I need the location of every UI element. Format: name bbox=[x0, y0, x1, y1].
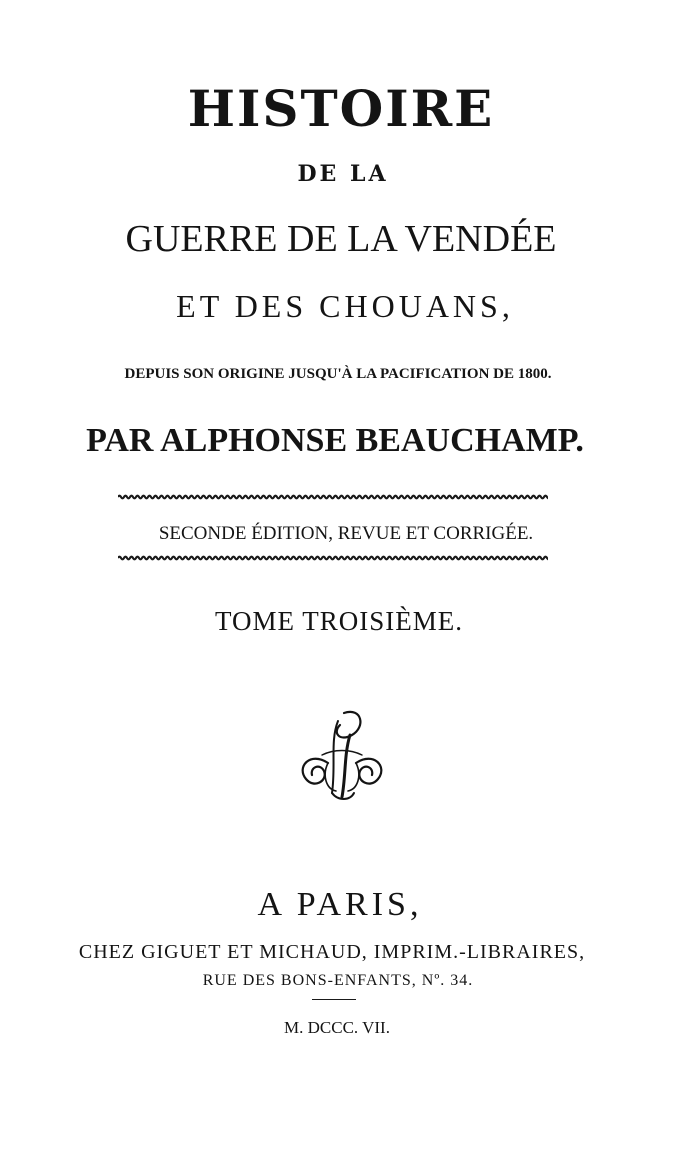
imprint-date: M. DCCC. VII. bbox=[284, 1018, 390, 1037]
wavy-rule-bottom bbox=[118, 554, 548, 562]
subtitle: DEPUIS SON ORIGINE JUSQU'À LA PACIFICATION DE 1800. bbox=[124, 366, 552, 382]
volume-label: TOME TROISIÈME. bbox=[214, 606, 463, 636]
printer-monogram-icon bbox=[292, 705, 392, 805]
wavy-rule-top bbox=[118, 493, 548, 501]
title-guerre-de-la-vendee: GUERRE DE LA VENDÉE bbox=[125, 218, 557, 260]
title-et-des-chouans: ET DES CHOUANS, bbox=[176, 288, 514, 324]
short-rule bbox=[312, 999, 356, 1000]
imprint-address: RUE DES BONS-ENFANTS, Nº. 34. bbox=[202, 972, 474, 989]
imprint-publisher: CHEZ GIGUET ET MICHAUD, IMPRIM.-LIBRAIRES, bbox=[78, 941, 586, 963]
edition-statement: SECONDE ÉDITION, REVUE ET CORRIGÉE. bbox=[158, 523, 534, 544]
imprint-city: A PARIS, bbox=[257, 886, 423, 923]
title-histoire: HISTOIRE bbox=[187, 79, 495, 138]
author: PAR ALPHONSE BEAUCHAMP. bbox=[86, 422, 584, 459]
title-de-la: DE LA bbox=[297, 161, 389, 187]
